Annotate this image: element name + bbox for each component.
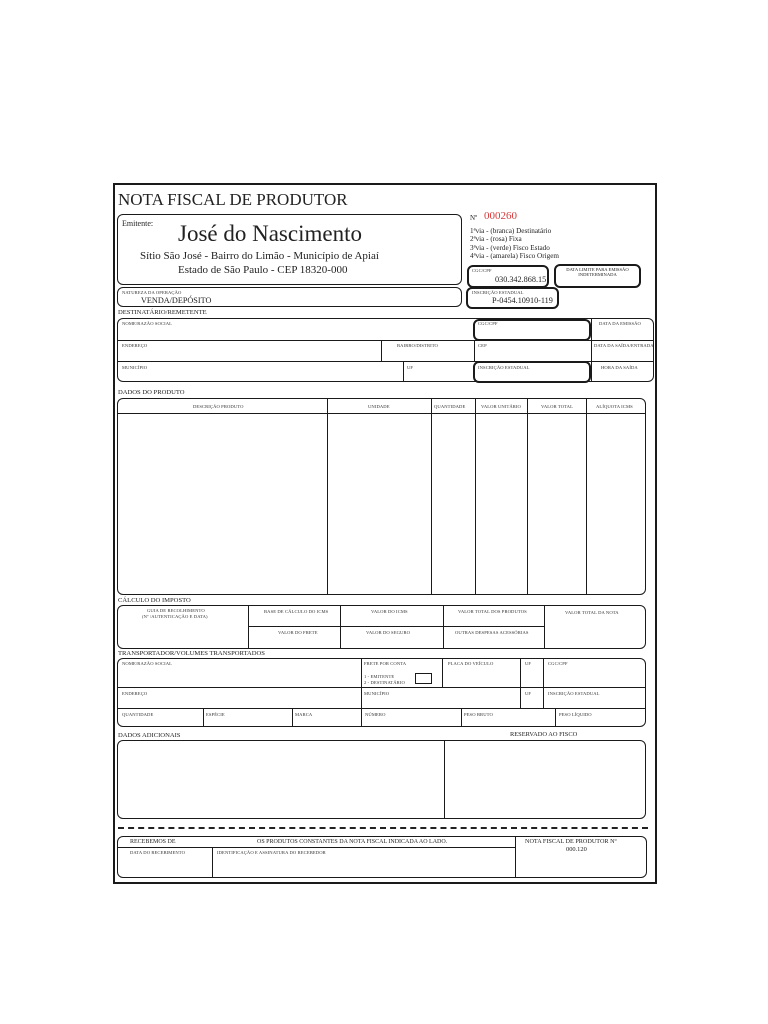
copy-line: 1ªvia - (branca) Destinatário <box>470 227 552 235</box>
divider <box>443 605 444 649</box>
emitente-address-line2: Estado de São Paulo - CEP 18320-000 <box>178 264 348 276</box>
document-number: 000260 <box>484 210 517 222</box>
cgc-cpf-value: 030.342.868.15 <box>495 275 547 284</box>
copy-line: 2ªvia - (rosa) Fixa <box>470 235 522 244</box>
divider <box>361 658 362 727</box>
produtos-constantes-label: OS PRODUTOS CONSTANTES DA NOTA FISCAL INDICADA AO LADO. <box>257 839 448 845</box>
transp-uf-label: UF <box>525 661 532 666</box>
dest-uf-label: UF <box>407 365 414 370</box>
transp-cgc-label: CGC/CPF <box>548 661 568 666</box>
divider <box>248 605 249 649</box>
produto-header-divider <box>118 413 645 414</box>
divider <box>475 398 476 595</box>
frete-option-emitente: 1 - EMITENTE <box>364 674 395 679</box>
emitente-address-line1: Sítio São José - Bairro do Limão - Município de Apiaí <box>140 250 379 262</box>
emitente-label: Emitente: <box>122 219 154 228</box>
dest-data-emissao-label: DATA DA EMISSÃO <box>599 321 641 326</box>
divider <box>555 708 556 727</box>
base-calculo-label: BASE DE CÁLCULO DO ICMS <box>264 609 329 614</box>
valor-frete-label: VALOR DO FRETE <box>278 630 318 635</box>
divider <box>248 626 544 627</box>
dest-endereco-label: ENDEREÇO <box>122 343 148 348</box>
frete-option-destinatario: 2 - DESTINATÁRIO <box>364 680 405 685</box>
document-title: NOTA FISCAL DE PRODUTOR <box>118 190 348 209</box>
divider <box>118 708 645 709</box>
data-limite-label: DATA LIMITE PARA EMISSÃO INDETERMINADA <box>566 267 629 278</box>
col-quantidade-header: QUANTIDADE <box>434 404 466 409</box>
guia-label: GUIA DE RECOLHIMENTO <box>147 608 205 613</box>
dest-municipio-label: MUNICÍPIO <box>122 365 148 370</box>
nf-produtor-number: 000.120 <box>566 846 587 853</box>
divider <box>520 658 521 708</box>
copies-list <box>470 227 559 261</box>
divider <box>340 605 341 649</box>
nf-produtor-label: NOTA FISCAL DE PRODUTOR Nº <box>525 838 617 845</box>
divider <box>544 605 545 649</box>
marca-label: MARCA <box>295 712 313 717</box>
transp-endereco-label: ENDEREÇO <box>122 691 148 696</box>
quantidade-label: QUANTIDADE <box>122 712 154 717</box>
copy-line: 4ªvia - (amarela) Fisco Origem <box>470 252 559 261</box>
frete-conta-label: FRETE POR CONTA <box>364 661 407 666</box>
recebemos-label: RECEBEMOS DE <box>130 839 176 845</box>
divider <box>586 398 587 595</box>
valor-nota-label: VALOR TOTAL DA NOTA <box>565 610 619 615</box>
inscricao-label: INSCRIÇÃO ESTADUAL <box>472 290 524 295</box>
frete-checkbox[interactable] <box>415 673 432 684</box>
reservado-fisco-label: RESERVADO AO FISCO <box>510 731 578 738</box>
divider <box>118 687 645 688</box>
divider <box>403 361 404 382</box>
divider <box>527 398 528 595</box>
divider <box>591 318 592 382</box>
data-recebimento-label: DATA DO RECEBIMENTO <box>130 850 186 855</box>
transportador-section-title: TRANSPORTADOR/VOLUMES TRANSPORTADOS <box>118 650 265 657</box>
outras-despesas-label: OUTRAS DESPESAS ACESSÓRIAS <box>455 630 529 635</box>
divider <box>442 658 443 687</box>
divider <box>444 740 445 819</box>
natureza-label: NATUREZA DA OPERAÇÃO <box>122 290 182 295</box>
dest-bairro-label: BAIRRO/DISTRITO <box>397 343 438 348</box>
valor-seguro-label: VALOR DO SEGURO <box>366 630 411 635</box>
numero-label: NÚMERO <box>365 712 386 717</box>
dest-cep-label: CEP <box>478 343 487 348</box>
divider <box>381 340 382 361</box>
col-descricao-header: DESCRIÇÃO PRODUTO <box>193 404 244 409</box>
peso-liquido-label: PESO LÍQUIDO <box>559 712 592 717</box>
number-prefix: Nº <box>470 214 478 222</box>
divider <box>431 398 432 595</box>
copy-line: 3ªvia - (verde) Fisco Estado <box>470 243 550 252</box>
col-aliquota-header: ALÍQUOTA ICMS <box>596 404 633 409</box>
divider <box>212 847 213 878</box>
divider <box>292 708 293 727</box>
transp-nome-label: NOME/RAZÃO SOCIAL <box>122 661 173 666</box>
divider <box>327 398 328 595</box>
dest-cgc-label: CGC/CPF <box>478 321 498 326</box>
dest-data-saida-label: DATA DA SAÍDA/ENTRADA <box>594 343 654 348</box>
peso-bruto-label: PESO BRUTO <box>464 712 493 717</box>
col-unidade-header: UNIDADE <box>368 404 390 409</box>
col-valor-unitario-header: VALOR UNITÁRIO <box>481 404 521 409</box>
valor-icms-label: VALOR DO ICMS <box>371 609 408 614</box>
divider <box>461 708 462 727</box>
valor-produtos-label: VALOR TOTAL DOS PRODUTOS <box>458 609 527 614</box>
especie-label: ESPÉCIE <box>206 712 225 717</box>
transp-uf2-label: UF <box>525 691 532 696</box>
emitente-name: José do Nascimento <box>178 221 362 246</box>
adicionais-section-title: DADOS ADICIONAIS <box>118 732 181 739</box>
dest-inscricao-label: INSCRIÇÃO ESTADUAL <box>478 365 530 370</box>
cgc-cpf-label: CGC/CPF <box>472 268 492 273</box>
dest-hora-saida-label: HORA DA SAÍDA <box>601 365 638 370</box>
placa-label: PLACA DO VEÍCULO <box>448 661 494 666</box>
natureza-value: VENDA/DEPÓSITO <box>141 296 212 305</box>
adicionais-box <box>117 740 646 819</box>
divider <box>543 658 544 708</box>
transp-inscricao-label: INSCRIÇÃO ESTADUAL <box>548 691 600 696</box>
guia-sub-label: (Nº /AUTENTICAÇÃO E DATA) <box>142 614 208 619</box>
transp-municipio-label: MUNICÍPIO <box>364 691 390 696</box>
divider <box>515 836 516 878</box>
divider <box>474 340 475 361</box>
inscricao-value: P-0454.10910-119 <box>492 296 553 305</box>
dest-nome-label: NOME/RAZÃO SOCIAL <box>122 321 173 326</box>
identificacao-label: IDENTIFICAÇÃO E ASSINATURA DO RECEBEDOR <box>217 850 326 855</box>
destinatario-section-title: DESTINATÁRIO/REMETENTE <box>118 309 207 316</box>
divider <box>203 708 204 727</box>
produto-section-title: DADOS DO PRODUTO <box>118 389 185 396</box>
cut-line <box>118 827 648 829</box>
col-valor-total-header: VALOR TOTAL <box>541 404 573 409</box>
produto-table <box>117 398 646 595</box>
divider <box>118 847 515 848</box>
imposto-section-title: CÁLCULO DO IMPOSTO <box>118 597 191 604</box>
